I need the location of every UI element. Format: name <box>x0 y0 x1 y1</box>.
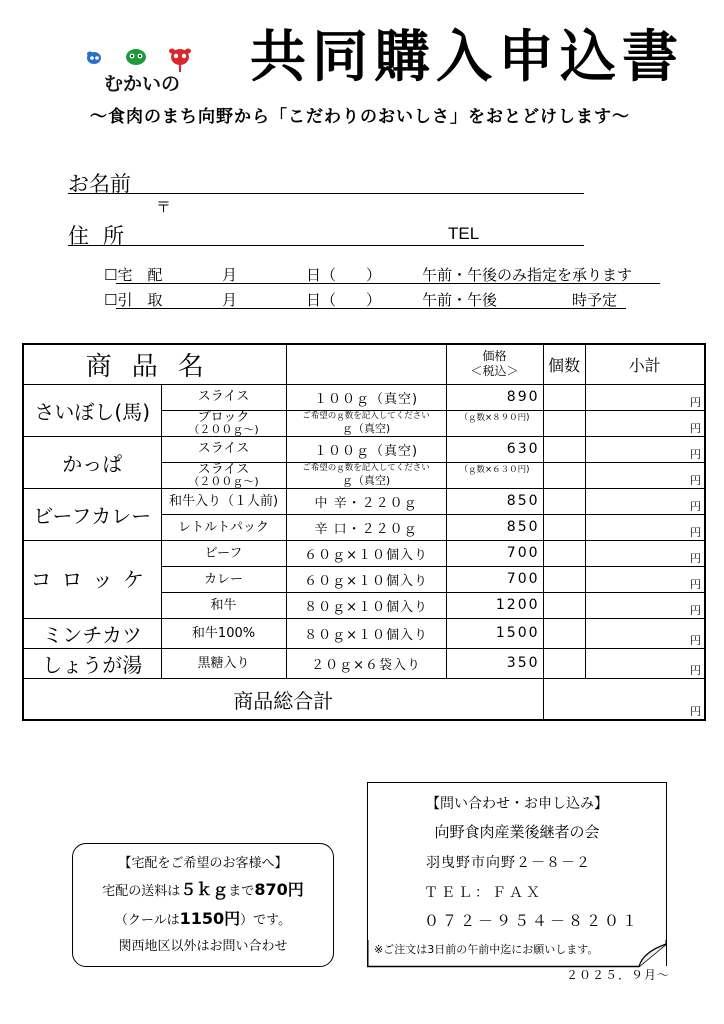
product-variant <box>161 592 286 618</box>
subtotal-cell[interactable] <box>585 462 705 488</box>
region-note: 関西地区以外はお問い合わせ <box>118 939 288 954</box>
yen-label: 円 <box>690 705 702 719</box>
subtotal-cell[interactable] <box>585 648 705 678</box>
table-row <box>23 384 705 410</box>
yen-label: 円 <box>690 525 702 539</box>
header-price-label: 価格 <box>482 349 507 364</box>
spec-label: ご希望のｇ数を記入してください <box>302 410 430 421</box>
variant-label: 黒糖入り <box>197 655 250 671</box>
spec-label: ８０ｇ×１０個入り <box>304 627 428 643</box>
qty-cell[interactable] <box>543 514 585 540</box>
green-mascot-icon <box>126 49 146 65</box>
yen-label: 円 <box>690 473 702 487</box>
variant-sub-label: （２００ｇ～) <box>188 475 259 489</box>
variant-sub-label: （２００ｇ～) <box>188 423 259 437</box>
subtotal-cell[interactable] <box>585 384 705 410</box>
subtotal-cell[interactable] <box>585 592 705 618</box>
qty-cell[interactable] <box>543 648 585 678</box>
header-spec <box>286 344 446 384</box>
header-subtotal: 小計 <box>585 344 705 384</box>
subtotal-cell[interactable] <box>585 436 705 462</box>
qty-cell[interactable] <box>543 410 585 436</box>
pickup-month: 月 <box>222 291 238 309</box>
tel-label: TEL <box>448 224 480 243</box>
cool-fee-line <box>73 906 333 929</box>
product-variant <box>161 514 286 540</box>
page-title: 共同購入申込書 <box>250 25 684 90</box>
subtotal-cell[interactable] <box>585 488 705 514</box>
yen-label: 円 <box>690 447 702 461</box>
subtotal-cell[interactable] <box>585 566 705 592</box>
pickup-note: 午前・午後 <box>422 291 498 309</box>
product-price: 630 <box>446 436 543 462</box>
qty-cell[interactable] <box>543 488 585 514</box>
product-variant <box>161 436 286 462</box>
table-row <box>23 488 705 514</box>
header-price <box>446 344 543 384</box>
product-variant <box>161 462 286 488</box>
contact-org: 向野食肉産業後継者の会 <box>434 823 600 841</box>
header-product: 商品名 <box>23 344 286 384</box>
product-variant <box>161 410 286 436</box>
variant-label: ブロック <box>197 409 250 425</box>
subtotal-cell[interactable] <box>585 618 705 648</box>
fee-amount: 870円 <box>254 880 304 899</box>
product-variant <box>161 384 286 410</box>
qty-cell[interactable] <box>543 592 585 618</box>
product-variant <box>161 566 286 592</box>
product-spec <box>286 514 446 540</box>
product-price: 1200 <box>446 592 543 618</box>
pickup-day: 日（ ） <box>306 291 382 309</box>
cool-text-a: （クールは <box>114 913 180 928</box>
delivery-checkbox[interactable]: ☐宅 配 <box>104 266 163 284</box>
product-spec <box>286 648 446 678</box>
delivery-month: 月 <box>222 266 238 284</box>
delivery-notice-box <box>72 843 334 967</box>
product-price: 850 <box>446 514 543 540</box>
total-row <box>23 678 705 720</box>
contact-title: 【問い合わせ・お申し込み】 <box>426 796 608 812</box>
qty-cell[interactable] <box>543 618 585 648</box>
variant-label: ビーフ <box>204 545 243 561</box>
product-price: 1500 <box>446 618 543 648</box>
product-spec <box>286 384 446 410</box>
mukaino-logo <box>84 44 200 94</box>
cool-amount: 1150円 <box>179 909 241 928</box>
variant-label: スライス <box>197 389 250 405</box>
spec-label: ６０ｇ×１０個入り <box>304 573 428 589</box>
product-variant <box>161 648 286 678</box>
qty-cell[interactable] <box>543 462 585 488</box>
name-label: お名前 <box>68 172 131 196</box>
variant-label: スライス <box>197 461 250 477</box>
qty-cell[interactable] <box>543 540 585 566</box>
subtotal-cell[interactable] <box>585 540 705 566</box>
subtotal-cell[interactable] <box>585 514 705 540</box>
pickup-time: 時予定 <box>572 291 618 309</box>
qty-cell[interactable] <box>543 436 585 462</box>
order-deadline-note: ※ご注文は3日前の午前中迄にお願いします。 <box>374 943 599 956</box>
product-variant <box>161 618 286 648</box>
price-note: （ｇ数×６３０円) <box>446 462 543 488</box>
yen-label: 円 <box>690 499 702 513</box>
qty-cell[interactable] <box>543 566 585 592</box>
name-field[interactable] <box>68 168 584 194</box>
header-qty: 個数 <box>543 344 585 384</box>
contact-box <box>367 782 667 966</box>
product-variant <box>161 540 286 566</box>
yen-label: 円 <box>690 663 702 677</box>
total-amount[interactable] <box>543 678 705 720</box>
fee-text-c: まで <box>228 884 255 899</box>
spec-gram-label: ｇ（真空) <box>341 473 391 487</box>
table-row <box>23 540 705 566</box>
delivery-note: 午前・午後のみ指定を承ります <box>422 266 633 284</box>
delivery-day: 日（ ） <box>306 266 382 284</box>
product-category: かっぱ <box>23 436 161 488</box>
pickup-checkbox[interactable]: ☐引 取 <box>104 291 163 309</box>
spec-label: ご希望のｇ数を記入してください <box>302 463 430 474</box>
product-category: ミンチカツ <box>23 618 161 648</box>
variant-label: スライス <box>197 441 250 457</box>
issue-date: ２０２５．９月～ <box>566 968 671 982</box>
product-category: ビーフカレー <box>23 488 161 540</box>
product-price: 350 <box>446 648 543 678</box>
yen-label: 円 <box>690 603 702 617</box>
spec-label: ８０ｇ×１０個入り <box>304 599 428 615</box>
product-variant <box>161 488 286 514</box>
spec-label: ６０ｇ×１０個入り <box>304 547 428 563</box>
yen-label: 円 <box>690 395 702 409</box>
delivery-underline <box>116 283 660 284</box>
order-table <box>22 343 706 721</box>
product-category: さいぼし(馬) <box>23 384 161 436</box>
yen-label: 円 <box>690 551 702 565</box>
spec-label: 辛 口・２２０ｇ <box>314 521 418 537</box>
fee-weight: ５ｋｇ <box>180 880 229 899</box>
product-spec[interactable] <box>286 462 446 488</box>
fee-text-a: 宅配の送料は <box>102 884 181 899</box>
product-category: しょうが湯 <box>23 648 161 678</box>
variant-label: レトルトパック <box>178 519 269 535</box>
table-row <box>23 618 705 648</box>
red-mascot-icon <box>169 49 191 73</box>
table-row <box>23 648 705 678</box>
delivery-notice-title: 【宅配をご希望のお客様へ】 <box>118 856 288 871</box>
header-price-tax: ＜税込＞ <box>470 364 519 379</box>
product-spec <box>286 592 446 618</box>
spec-label: １００ｇ（真空) <box>313 391 419 407</box>
yen-label: 円 <box>690 577 702 591</box>
variant-label: 和牛100% <box>191 625 256 641</box>
address-field[interactable] <box>68 220 584 246</box>
product-price: 890 <box>446 384 543 410</box>
variant-label: 和牛入り（１人前) <box>168 493 279 509</box>
product-spec <box>286 488 446 514</box>
spec-gram-label: ｇ（真空) <box>341 421 391 435</box>
product-price: 700 <box>446 540 543 566</box>
spec-label: １００ｇ（真空) <box>313 443 419 459</box>
subtotal-cell[interactable] <box>585 410 705 436</box>
spec-label: 中 辛・２２０ｇ <box>314 495 418 511</box>
yen-label: 円 <box>690 633 702 647</box>
address-label: 住所 <box>68 224 138 248</box>
table-row <box>23 436 705 462</box>
product-spec <box>286 436 446 462</box>
contact-address: 羽曳野市向野２－８－２ <box>426 855 591 871</box>
product-price: 850 <box>446 488 543 514</box>
blue-mascot-icon <box>87 52 101 65</box>
contact-tel-label: ＴＥＬ：ＦＡＸ <box>424 885 543 901</box>
product-price: 700 <box>446 566 543 592</box>
variant-label: カレー <box>204 571 244 587</box>
logo-text: むかいの <box>103 73 181 94</box>
product-spec[interactable] <box>286 410 446 436</box>
variant-label: 和牛 <box>210 597 237 613</box>
page-subtitle: ～食肉のまち向野から「こだわりのおいしさ」をおとどけします～ <box>90 107 630 127</box>
product-spec <box>286 618 446 648</box>
spec-label: ２０ｇ×６袋入り <box>311 657 421 673</box>
contact-number: ０７２－９５４－８２０１ <box>424 912 641 930</box>
product-spec <box>286 540 446 566</box>
price-note: （ｇ数×８９０円) <box>446 410 543 436</box>
page-curl-icon <box>367 940 667 968</box>
product-spec <box>286 566 446 592</box>
cool-text-c: ）です。 <box>240 913 292 928</box>
product-category: コロッケ <box>23 540 161 618</box>
pickup-underline <box>116 308 626 309</box>
yen-label: 円 <box>690 421 702 435</box>
table-header-row <box>23 344 705 384</box>
zip-mark: 〒 <box>156 198 172 216</box>
total-label: 商品総合計 <box>23 678 543 720</box>
delivery-fee-line <box>73 877 333 900</box>
qty-cell[interactable] <box>543 384 585 410</box>
